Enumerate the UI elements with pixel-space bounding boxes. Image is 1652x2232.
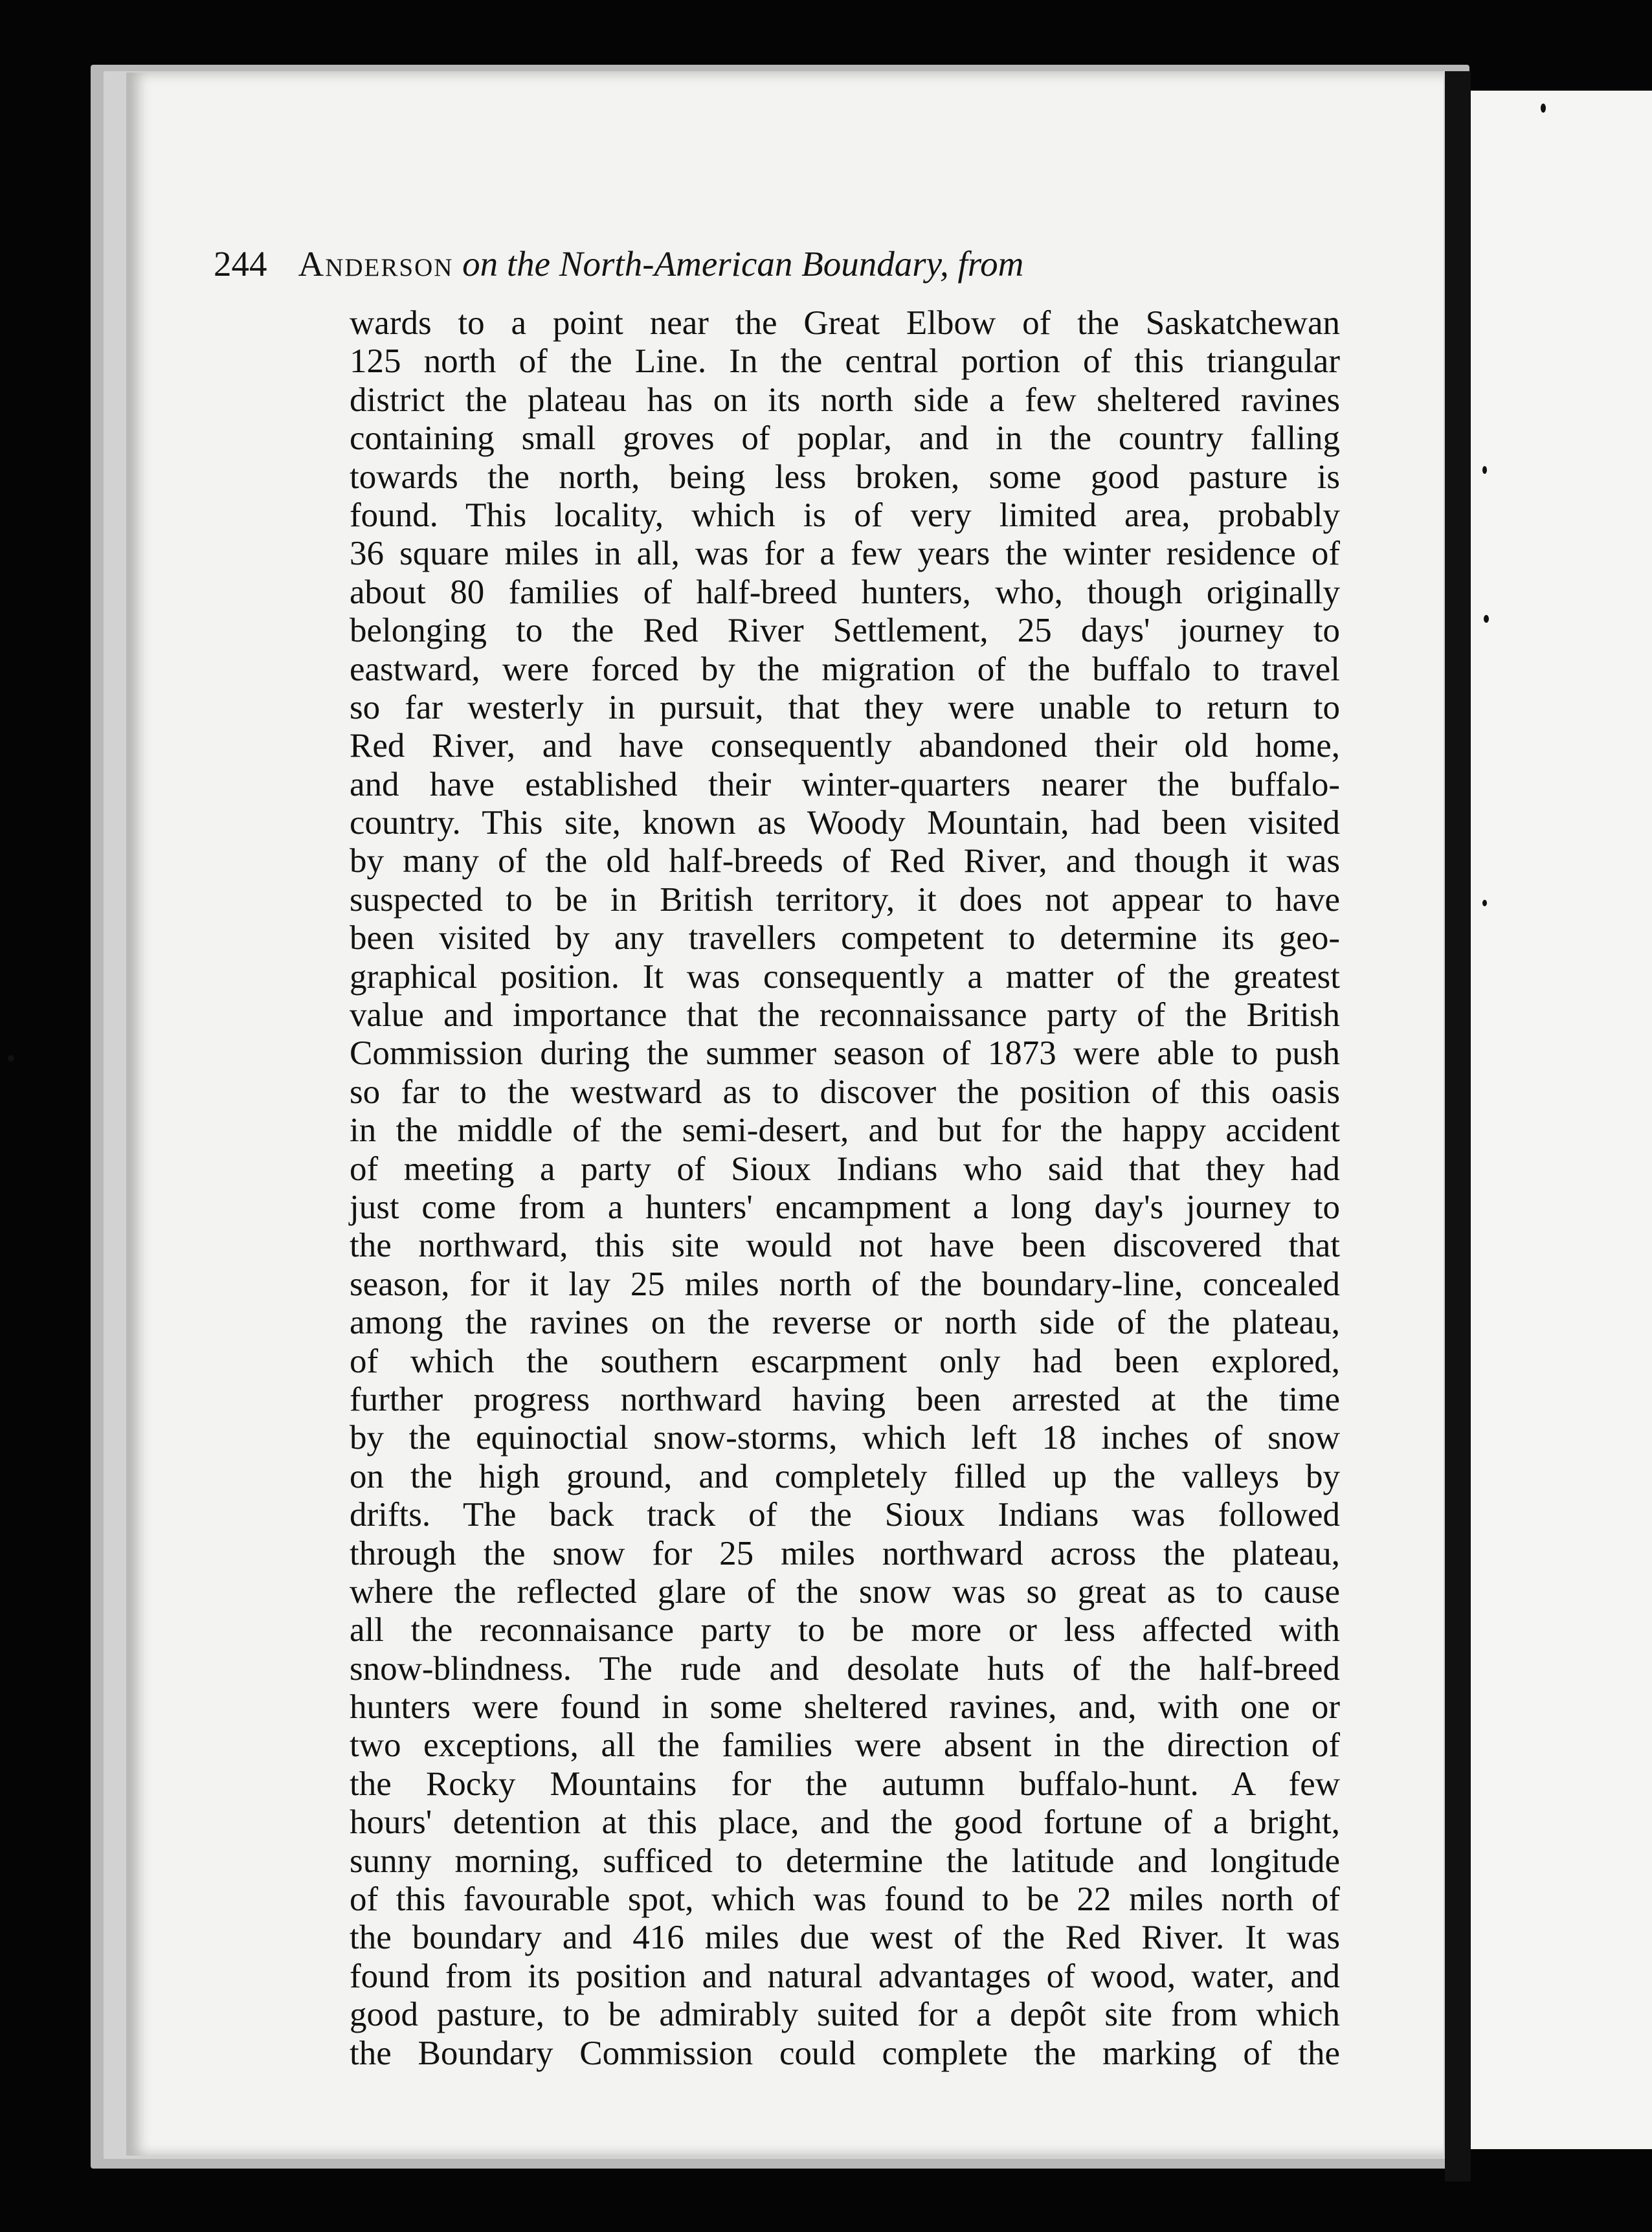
dust-speck	[8, 1055, 14, 1062]
text-line: value and importance that the reconnaissance party of the British	[350, 996, 1340, 1034]
text-line: district the plateau has on its north side a few sheltered ravines	[350, 381, 1340, 419]
facing-page	[1471, 91, 1652, 2149]
text-line: sunny morning, sufficed to determine the latitude and longitude	[350, 1842, 1340, 1880]
text-line: hours' detention at this place, and the good fortune of a bright,	[350, 1803, 1340, 1842]
page-number: 244	[214, 244, 267, 284]
text-line: where the reflected glare of the snow was so great as to cause	[350, 1572, 1340, 1611]
text-line: in the middle of the semi-desert, and but for the happy accident	[350, 1111, 1340, 1150]
text-line: 125 north of the Line. In the central portion of this triangular	[350, 342, 1340, 381]
text-line: belonging to the Red River Settlement, 25 days' journey to	[350, 612, 1340, 650]
text-line: of which the southern escarpment only had been explored,	[350, 1342, 1340, 1380]
text-line: just come from a hunters' encampment a long day's journey to	[350, 1188, 1340, 1226]
text-line: of this favourable spot, which was found to be 22 miles north of	[350, 1880, 1340, 1919]
text-line: snow-blindness. The rude and desolate huts of the half-breed	[350, 1649, 1340, 1688]
book-spine	[1445, 71, 1471, 2182]
text-line: all the reconnaisance party to be more or less affected with	[350, 1611, 1340, 1649]
running-header	[214, 238, 1418, 290]
text-line: further progress northward having been arrested at the time	[350, 1380, 1340, 1418]
text-line: containing small groves of poplar, and in the country falling	[350, 419, 1340, 458]
dust-speck	[1482, 900, 1487, 906]
text-line: two exceptions, all the families were absent in the direction of	[350, 1726, 1340, 1765]
text-line: eastward, were forced by the migration of the buffalo to travel	[350, 650, 1340, 688]
text-line: and have established their winter-quarters nearer the buffalo-	[350, 765, 1340, 803]
text-line: towards the north, being less broken, some good pasture is	[350, 458, 1340, 496]
text-line: country. This site, known as Woody Mountain, had been visited	[350, 804, 1340, 842]
text-line: on the high ground, and completely filled up the valleys by	[350, 1457, 1340, 1495]
text-line: of meeting a party of Sioux Indians who said that they had	[350, 1150, 1340, 1188]
text-line: season, for it lay 25 miles north of the boundary-line, concealed	[350, 1265, 1340, 1303]
text-line: so far westerly in pursuit, that they were unable to return to	[350, 688, 1340, 726]
text-line: 36 square miles in all, was for a few years the winter residence of	[350, 535, 1340, 573]
dust-speck	[1484, 615, 1489, 623]
text-line: good pasture, to be admirably suited for a depôt site from which	[350, 1996, 1340, 2034]
text-line: been visited by any travellers competent to determine its geo-	[350, 919, 1340, 957]
text-line: found. This locality, which is of very limited area, probably	[350, 496, 1340, 534]
text-line: about 80 families of half-breed hunters, who, though originally	[350, 573, 1340, 611]
text-line: hunters were found in some sheltered ravines, and, with one or	[350, 1688, 1340, 1726]
header-author: Anderson	[298, 244, 454, 284]
text-line: through the snow for 25 miles northward across the plateau,	[350, 1534, 1340, 1572]
text-line: by many of the old half-breeds of Red River, and though it was	[350, 842, 1340, 880]
text-line: drifts. The back track of the Sioux Indians was followed	[350, 1496, 1340, 1534]
text-line: the boundary and 416 miles due west of the Red River. It was	[350, 1919, 1340, 1957]
text-line: so far to the westward as to discover the position of this oasis	[350, 1073, 1340, 1111]
text-line: the Boundary Commission could complete the marking of the	[350, 2034, 1340, 2072]
text-line: found from its position and natural advantages of wood, water, and	[350, 1957, 1340, 1995]
text-line: by the equinoctial snow-storms, which left 18 inches of snow	[350, 1419, 1340, 1457]
body-text	[350, 304, 1340, 2073]
dust-speck	[1482, 466, 1487, 474]
header-title: on the North-American Boundary, from	[462, 244, 1024, 284]
text-line: the Rocky Mountains for the autumn buffalo-hunt. A few	[350, 1765, 1340, 1803]
text-line: suspected to be in British territory, it does not appear to have	[350, 880, 1340, 919]
text-line: Commission during the summer season of 1873 were able to push	[350, 1034, 1340, 1073]
text-line: wards to a point near the Great Elbow of the Saskatchewan	[350, 304, 1340, 342]
text-line: graphical position. It was consequently a matter of the greatest	[350, 957, 1340, 996]
dust-speck	[1541, 104, 1546, 113]
text-line: among the ravines on the reverse or north side of the plateau,	[350, 1304, 1340, 1342]
text-line: the northward, this site would not have been discovered that	[350, 1227, 1340, 1265]
text-line: Red River, and have consequently abandoned their old home,	[350, 727, 1340, 765]
